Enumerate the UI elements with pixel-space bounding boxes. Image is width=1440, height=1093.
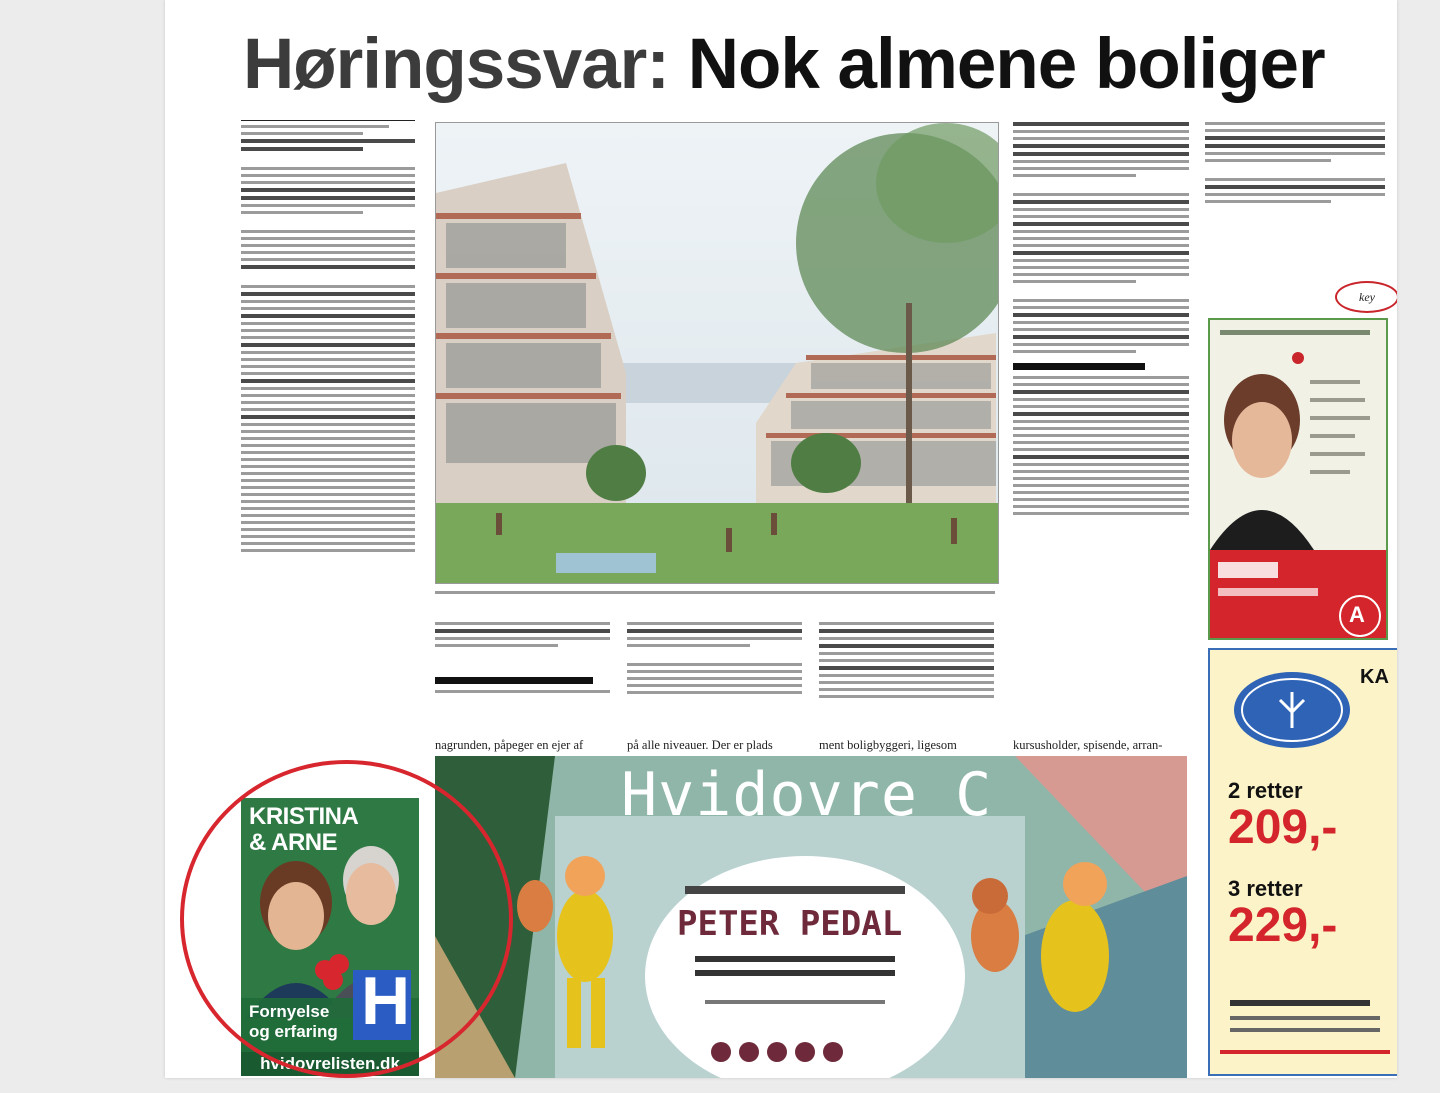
price-label-2: 3 retter (1228, 876, 1303, 901)
headline-prefix: Høringssvar: (243, 25, 669, 104)
price-label-1: 2 retter (1228, 778, 1303, 803)
candidate-portrait (1210, 320, 1386, 638)
text-column-far-right (1205, 118, 1385, 268)
candidates-name-line2: & ARNE (249, 829, 338, 856)
website-link[interactable]: hvidovrelisten.dk (241, 1052, 419, 1076)
text-column-left (241, 120, 415, 760)
hvidovre-c-title: Hvidovre C (621, 760, 993, 830)
candidates-name-line1: KRISTINA (249, 803, 359, 830)
text-column-c (819, 618, 994, 736)
kristina-arne-ad[interactable] (241, 798, 419, 1076)
corner-text: KA (1360, 666, 1389, 688)
housing-rendering-image (436, 123, 998, 583)
hvidovre-c-ad[interactable] (435, 756, 1187, 1078)
headline-main: Nok almene boliger (668, 25, 1325, 104)
article-photo (435, 122, 999, 584)
slogan-line2: og erfaring (249, 1022, 338, 1041)
text-column-right (1013, 118, 1189, 736)
slogan-line1: Fornyelse (249, 1002, 330, 1021)
show-title: PETER PEDAL (677, 904, 903, 944)
restaurant-price-ad[interactable] (1208, 648, 1397, 1076)
candidate-ad[interactable] (1208, 318, 1388, 640)
party-letter: A (1349, 602, 1365, 627)
text-column-b (627, 618, 802, 736)
restaurant-logo-icon (1232, 670, 1352, 750)
body-text-fragment-4: kursusholder, spisende, arran- (1013, 738, 1163, 752)
newspaper-page (165, 0, 1397, 1078)
text-column-a (435, 618, 610, 736)
body-text-fragment-2: på alle niveauer. Der er plads (627, 738, 773, 752)
price-value-2: 229,- (1228, 899, 1338, 952)
page-title (243, 24, 1325, 105)
photo-caption (435, 587, 995, 598)
body-text-fragment-3: ment boligbyggeri, ligesom (819, 738, 957, 752)
body-text-fragment-1: nagrunden, påpeger en ejer af (435, 738, 584, 752)
author-initials: key (1335, 281, 1397, 313)
price-value-1: 209,- (1228, 801, 1338, 854)
list-letter: H (361, 963, 411, 1039)
